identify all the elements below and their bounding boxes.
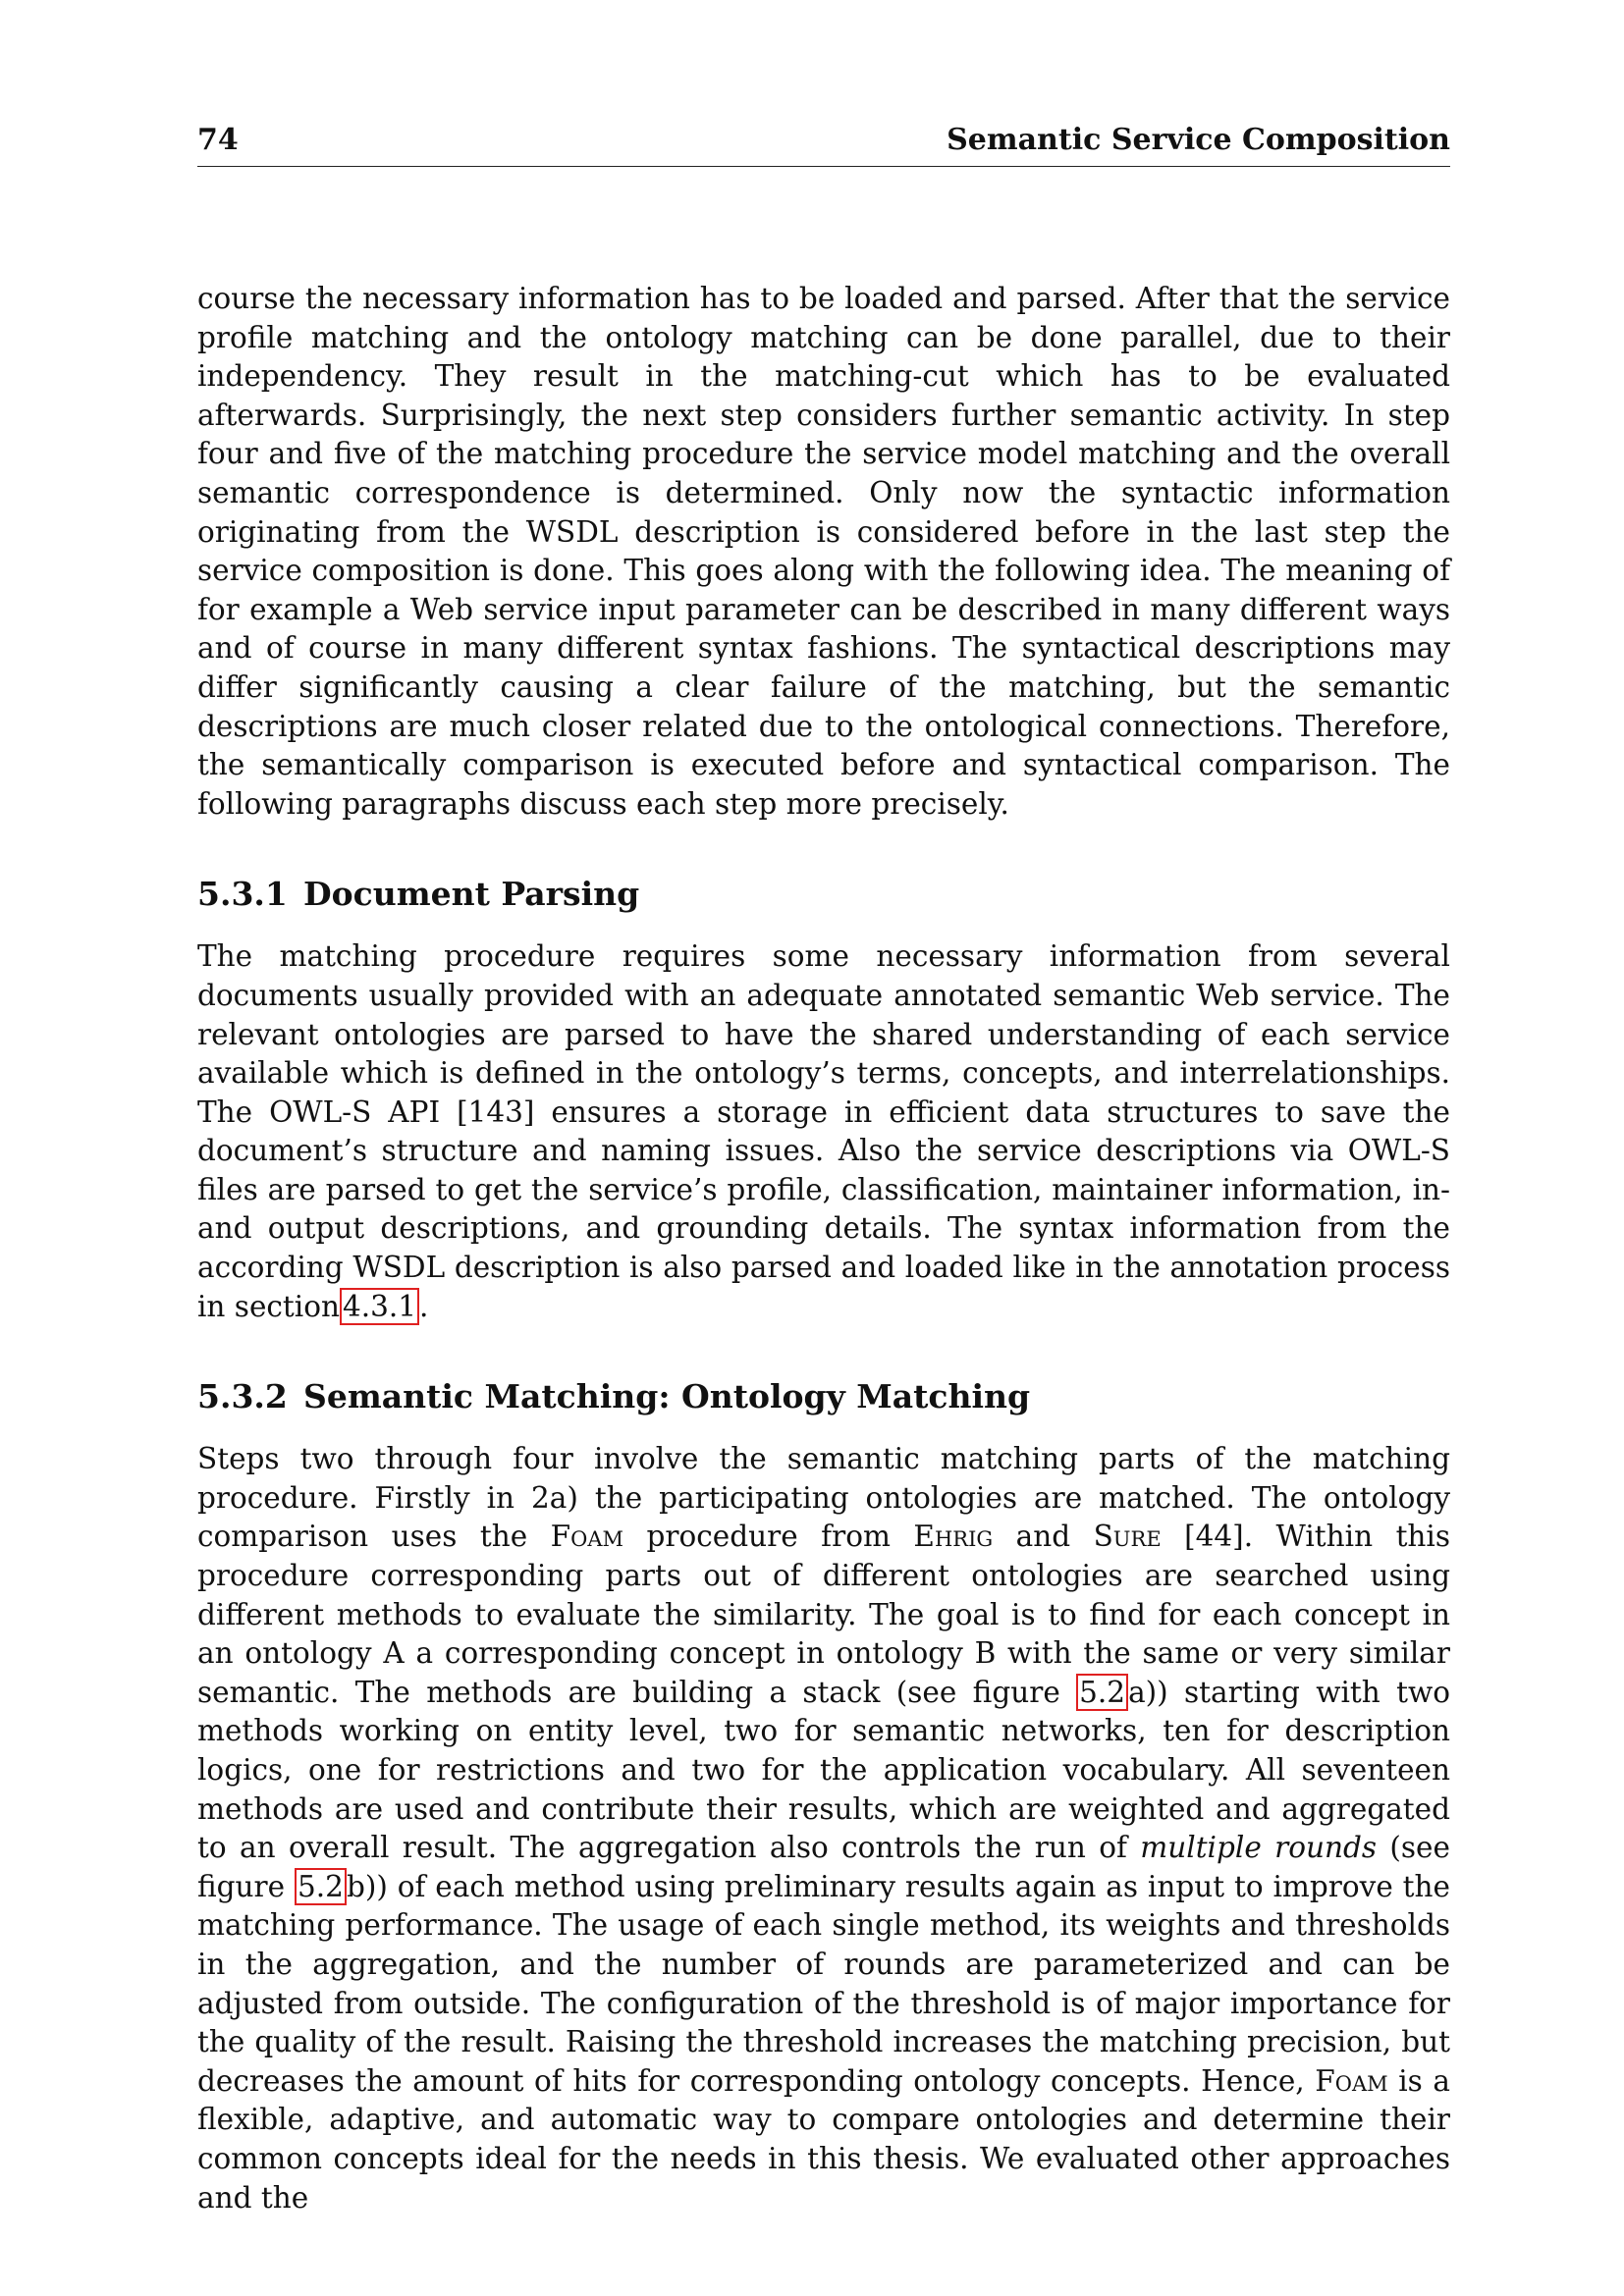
figure-reference-link[interactable]: 5.2 [295,1868,347,1905]
section-heading-5-3-1 [197,875,1450,914]
figure-reference-link[interactable]: 5.2 [1076,1674,1128,1711]
section-heading-5-3-2 [197,1377,1450,1416]
body-text [197,280,1450,2217]
foam-name: Foam [550,1520,624,1554]
paragraph-text: Steps two through four involve the semantic matching parts of the matching procedure. Firstly in 2a) the participating ontologies are matched. The ontology comparison uses the [197,1442,1450,1554]
document-parsing-paragraph [197,937,1450,1326]
running-title: Semantic Service Composition [947,123,1450,157]
paragraph-text: and [993,1520,1094,1554]
intro-paragraph: course the necessary information has to be loaded and parsed. After that the service profile matching and the ontology matching can be done parallel, due to their independency. They result in the matching-cut which has to be evaluated afterwards. Surprisingly, the next step considers further semantic activity. In step four and five of the matching procedure the service model matching and the overall semantic correspondence is determined. Only now the syntactic information originating from the WSDL description is considered before in the last step the service composition is done. This goes along with the following idea. The meaning of for example a Web service input parameter can be described in many different ways and of course in many different syntax fashions. The syntactical descriptions may differ significantly causing a clear failure of the matching, but the semantic descriptions are much closer related due to the ontological connections. Therefore, the semantically comparison is executed before and syntactical comparison. The following paragraphs discuss each step more precisely. [197,282,1450,821]
author-name: Ehrig [913,1520,994,1554]
paragraph-text: [44]. Within this procedure corresponding parts out of different ontologies are searched using different methods to evaluate the similarity. The goal is to find for each concept in an ontology A a corresponding concept in ontology B with the same or very similar semantic. The methods are building a stack (see figure [197,1520,1450,1709]
paragraph-text: (see figure [197,1831,1450,1903]
section-number: 5.3.2 [197,1377,288,1416]
running-header [197,123,1450,167]
section-number: 5.3.1 [197,875,288,914]
paragraph-text: The matching procedure requires some necessary information from several documents usually provided with an adequate annotated semantic Web service. The relevant ontologies are parsed to have the shared understanding of each service available which is defined in the ontology’s terms, concepts, and interrelationships. The OWL-S API [143] ensures a storage in efficient data structures to save the document’s structure and naming issues. Also the service descriptions via OWL-S files are parsed to get the service’s profile, classification, maintainer information, in- and output descriptions, and grounding details. The syntax information from the according WSDL description is also parsed and loaded like in the annotation process in section [197,939,1450,1323]
paragraph-text: a)) starting with two methods working on entity level, two for semantic networks, ten for description logics, one for restrictions and two for the application vocabulary. All seventeen methods are used and contribute their results, which are weighted and aggregated to an overall result. The aggregation also controls the run of [197,1675,1451,1865]
paragraph-text: procedure from [623,1520,914,1554]
paragraph-text: is a flexible, adaptive, and automatic way to compare ontologies and determine their common concepts ideal for the needs in this thesis. We evaluated other approaches and the [197,2063,1450,2215]
page-number: 74 [197,123,239,157]
section-reference-link[interactable]: 4.3.1 [340,1288,419,1325]
section-title: Semantic Matching: Ontology Matching [303,1377,1031,1416]
paragraph-text-end: . [419,1289,429,1323]
emphasis-text: multiple rounds [1140,1831,1378,1865]
ontology-matching-paragraph [197,1440,1450,2217]
author-name: Sure [1093,1520,1162,1554]
foam-name: Foam [1315,2063,1388,2098]
section-title: Document Parsing [303,875,640,914]
paragraph-text: b)) of each method using preliminary results again as input to improve the matching performance. The usage of each single method, its weights and thresholds in the aggregation, and the number of rounds are parameterized and can be adjusted from outside. The configuration of the threshold is of major importance for the quality of the result. Raising the threshold increases the matching precision, but decreases the amount of hits for corresponding ontology concepts. Hence, [197,1869,1450,2098]
